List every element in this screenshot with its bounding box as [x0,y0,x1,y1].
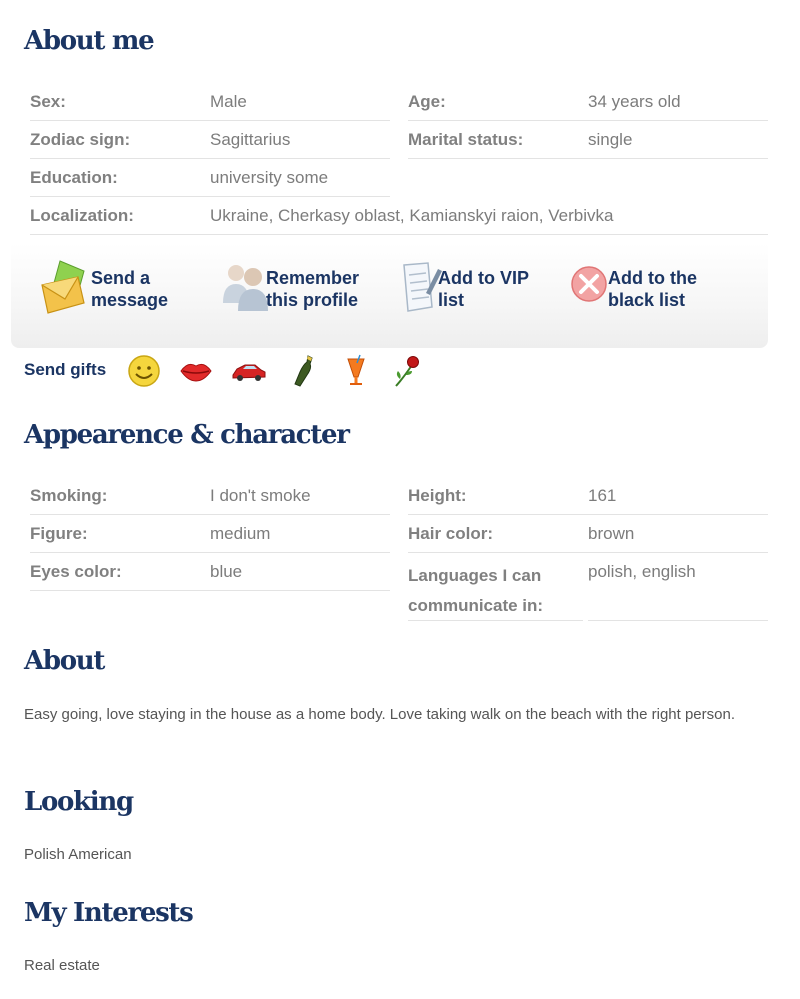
table-row [30,83,768,121]
localization-value: Ukraine, Cherkasy oblast, Kamianskyi raion, Verbivka [210,197,768,235]
eyes-color-label: Eyes color: [30,553,210,591]
looking-heading: Looking [24,787,133,817]
champagne-icon[interactable] [286,353,322,389]
hair-color-value: brown [588,515,768,553]
envelope-icon [38,259,92,317]
localization-label: Localization: [30,197,210,235]
add-to-blacklist-button[interactable] [569,259,739,319]
table-row [30,477,768,515]
car-icon[interactable] [231,353,267,389]
add-to-vip-label: Add to VIP list [438,268,529,310]
languages-value: polish, english [588,553,768,621]
marital-status-value: single [588,121,768,159]
profile-actions-bar [11,243,768,348]
table-row [30,515,768,553]
hair-color-label: Hair color: [408,515,588,553]
send-message-button[interactable] [38,259,198,319]
sex-label: Sex: [30,83,210,121]
zodiac-value: Sagittarius [210,121,390,159]
lips-icon[interactable] [178,353,214,389]
education-value: university some [210,159,390,197]
about-text: Easy going, love staying in the house as a home body. Love taking walk on the beach with the right person. [24,706,735,723]
send-message-label: Send a message [91,268,169,310]
remember-profile-button[interactable] [220,259,390,319]
education-label: Education: [30,159,210,197]
rose-icon[interactable] [390,353,426,389]
age-value: 34 years old [588,83,768,121]
zodiac-label: Zodiac sign: [30,121,210,159]
about-me-table [30,83,768,235]
marital-status-label: Marital status: [408,121,588,159]
figure-value: medium [210,515,390,553]
height-value: 161 [588,477,768,515]
send-gifts-label: Send gifts [24,360,107,379]
smoking-label: Smoking: [30,477,210,515]
sex-value: Male [210,83,390,121]
interests-text: Real estate [24,957,100,974]
eyes-color-value: blue [210,553,390,591]
languages-label: Languages I can communicate in: [408,553,583,621]
figure-label: Figure: [30,515,210,553]
smoking-value: I don't smoke [210,477,390,515]
height-label: Height: [408,477,588,515]
table-row [30,159,768,197]
add-to-blacklist-label: Add to the black list [608,268,697,310]
appearance-heading: Appearence & character [24,420,349,450]
table-row [30,553,768,621]
table-row [30,197,768,235]
add-to-vip-button[interactable] [398,259,558,319]
smiley-icon[interactable] [126,353,162,389]
looking-text: Polish American [24,846,132,863]
appearance-table [30,477,768,621]
cocktail-icon[interactable] [338,353,374,389]
about-heading: About [24,646,105,676]
remember-profile-label: Remember this profile [266,268,360,310]
about-me-heading: About me [24,26,154,56]
table-row [30,121,768,159]
interests-heading: My Interests [24,898,193,928]
age-label: Age: [408,83,588,121]
